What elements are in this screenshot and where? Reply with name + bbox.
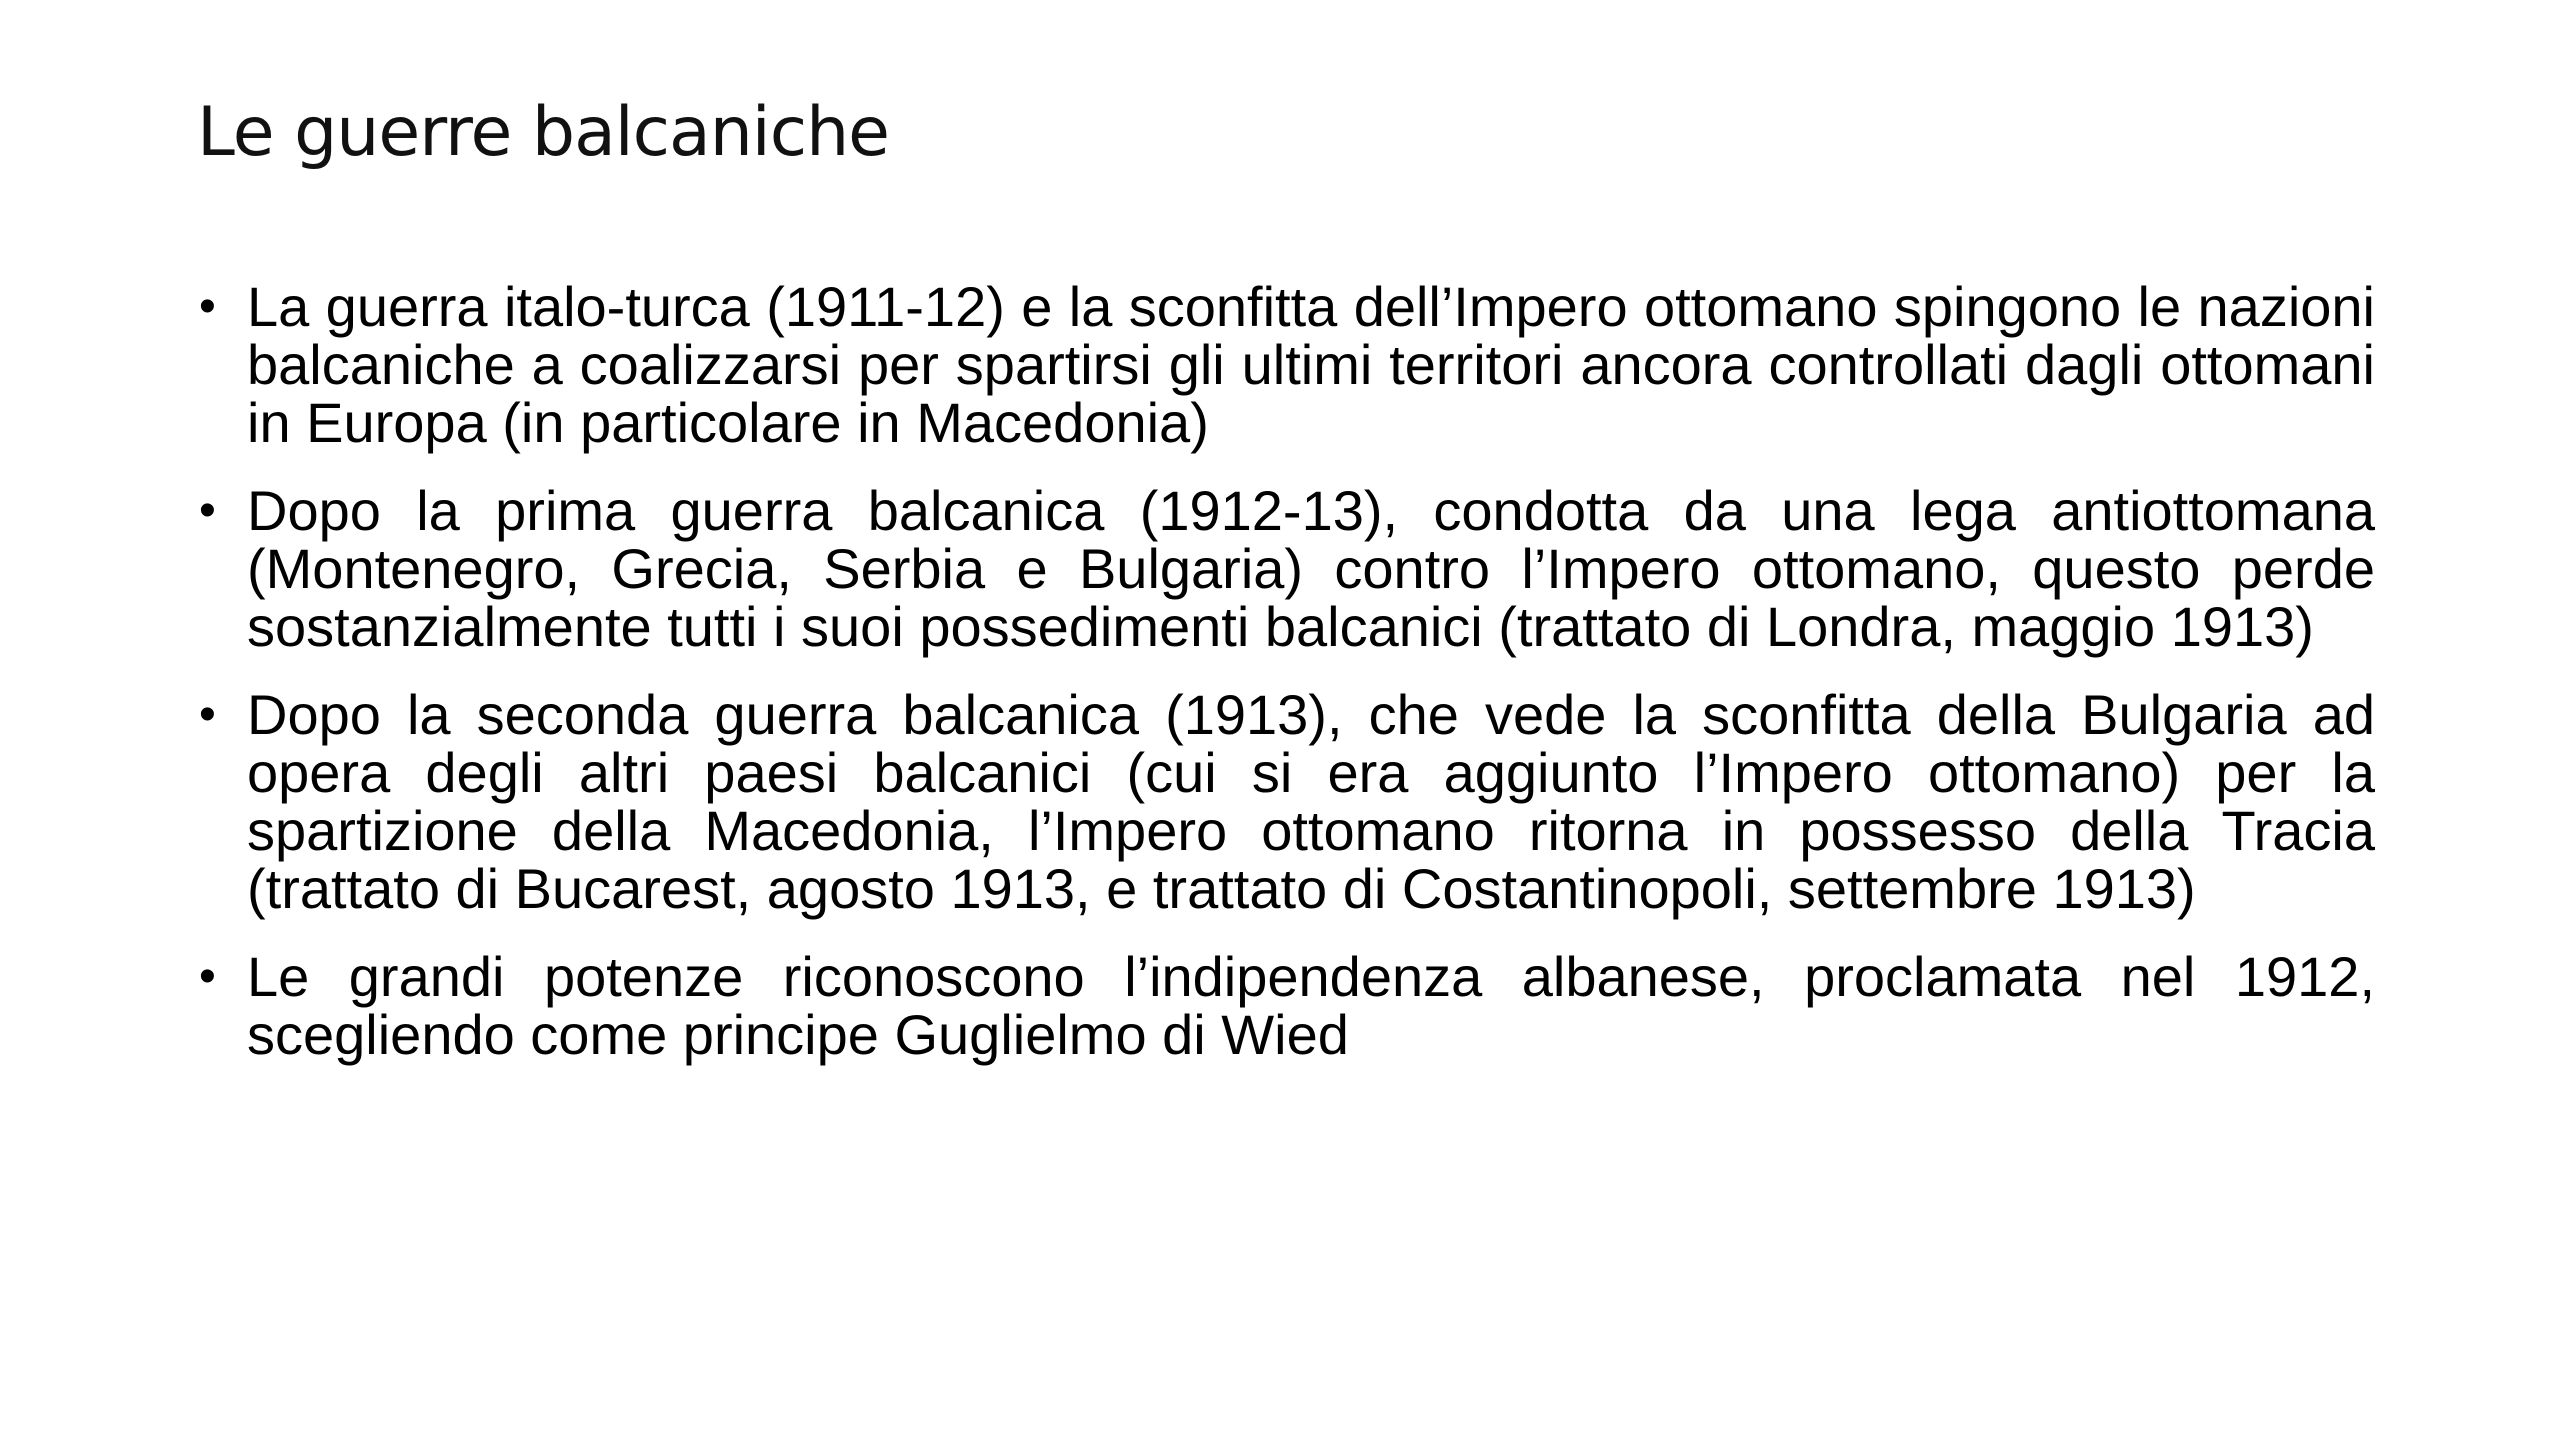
bullet-text: La guerra italo-turca (1911-12) e la sconfitta dell’Impero ottomano spingono le nazioni balcaniche a coalizzarsi per spartirsi gli ultimi territori ancora controllati dagli ottomani in Europa (in particolare in Macedonia) [247, 275, 2375, 454]
bullet-icon: • [199, 280, 216, 333]
bullet-icon: • [199, 688, 216, 741]
bullet-item [193, 275, 2375, 454]
bullet-icon: • [199, 484, 216, 537]
bullet-icon: • [199, 950, 216, 1003]
bullet-item [193, 945, 2375, 1066]
bullet-list [193, 275, 2375, 1094]
bullet-text: Dopo la seconda guerra balcanica (1913), che vede la sconfitta della Bulgaria ad opera degli altri paesi balcanici (cui si era aggiunto l’Impero ottomano) per la spartizione della Macedonia, l’Impero ottomano ritorna in possesso della Tracia (trattato di Bucarest, agosto 1913, e trattato di Costantinopoli, settembre 1913) [247, 683, 2375, 920]
bullet-text: Dopo la prima guerra balcanica (1912-13), condotta da una lega antiottomana (Montenegro, Grecia, Serbia e Bulgaria) contro l’Impero ottomano, questo perde sostanzialmente tutti i suoi possedimenti balcanici (trattato di Londra, maggio 1913) [247, 479, 2375, 658]
bullet-item [193, 479, 2375, 658]
bullet-text: Le grandi potenze riconoscono l’indipendenza albanese, proclamata nel 1912, scegliendo come principe Guglielmo di Wied [247, 945, 2375, 1066]
slide-title: Le guerre balcaniche [197, 93, 890, 172]
bullet-item [193, 683, 2375, 920]
